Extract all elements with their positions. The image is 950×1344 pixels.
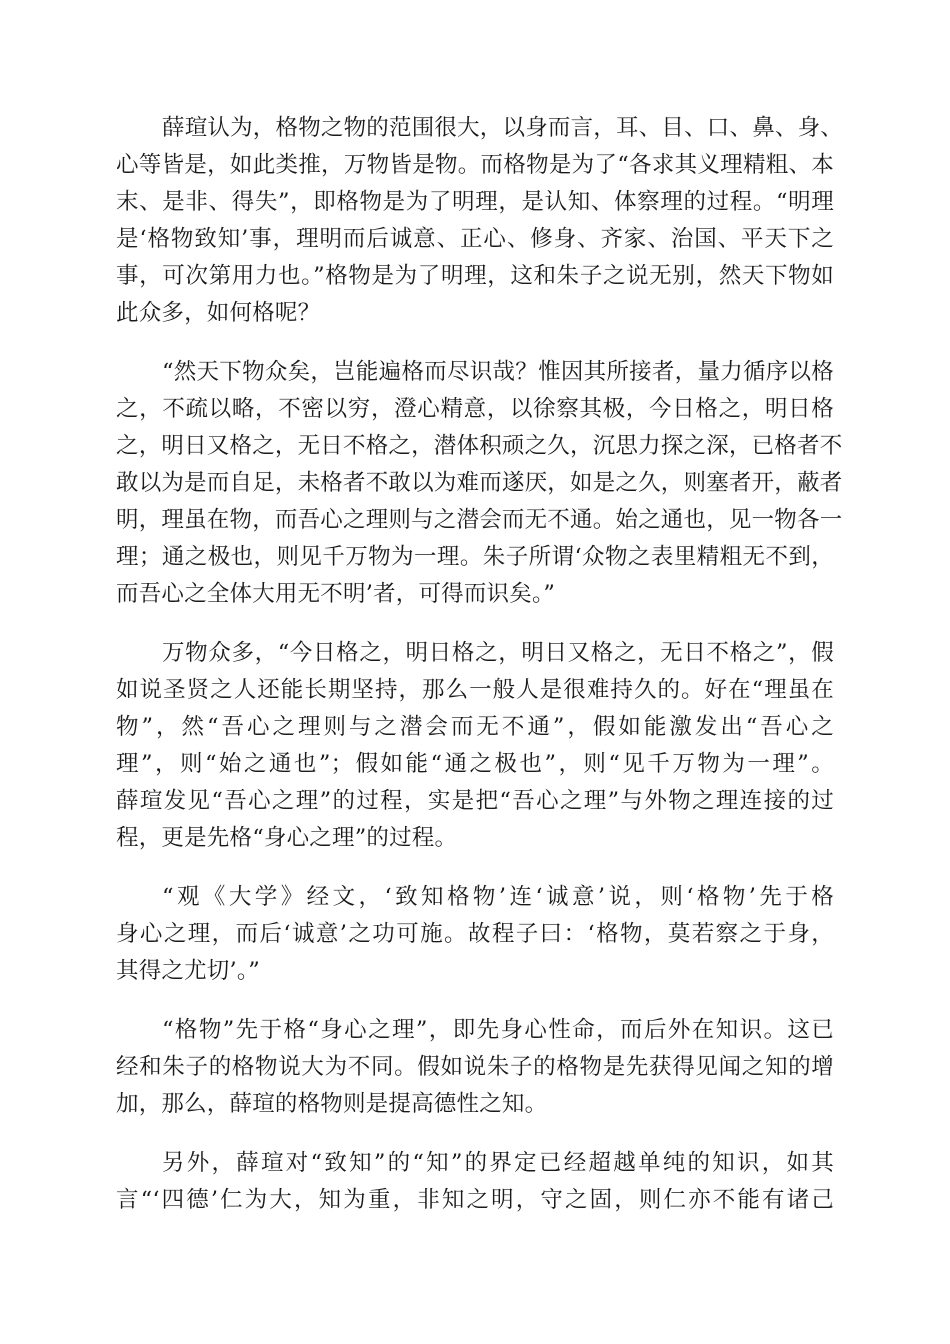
text-line: “观《大学》经文，‘致知格物’连‘诚意’说，则‘格物’先于格 <box>162 884 834 910</box>
text-line: 末、是非、得失”，即格物是为了明理，是认知、体察理的过程。“明理 <box>116 189 834 215</box>
text-line: 之，明日又格之，无日不格之，潜体积顽之久，沉思力探之深，已格者不 <box>116 433 843 459</box>
text-line: 理”，则“始之通也”；假如能“通之极也”，则“见千万物为一理”。 <box>116 751 834 777</box>
text-line: 加，那么，薛瑄的格物则是提高德性之知。 <box>116 1091 548 1117</box>
text-line: 心等皆是，如此类推，万物皆是物。而格物是为了“各求其义理精粗、本 <box>116 152 834 178</box>
text-line: “格物”先于格“身心之理”，即先身心性命，而后外在知识。这已 <box>162 1017 834 1043</box>
text-line: 身心之理，而后‘诚意’之功可施。故程子曰：‘格物，莫若察之于身， <box>116 921 834 947</box>
text-line: 此众多，如何格呢？ <box>116 300 321 326</box>
text-line: 敢以为是而自足，未格者不敢以为难而遂厌，如是之久，则塞者开，蔽者 <box>116 470 843 496</box>
text-line: 言“‘四德’仁为大，知为重，非知之明，守之固，则仁亦不能有诸己 <box>116 1187 834 1213</box>
text-line: 薛瑄发见“吾心之理”的过程，实是把“吾心之理”与外物之理连接的过 <box>116 788 834 814</box>
text-line: 如说圣贤之人还能长期坚持，那么一般人是很难持久的。好在“理虽在 <box>116 677 834 703</box>
paragraph-2 <box>116 354 843 613</box>
text-line: 事，可次第用力也。”格物是为了明理，这和朱子之说无别，然天下物如 <box>116 263 834 289</box>
paragraph-3 <box>116 635 834 857</box>
paragraph-5 <box>116 1012 834 1123</box>
paragraph-1 <box>116 110 844 332</box>
text-line: 物”，然“吾心之理则与之潜会而无不通”，假如能激发出“吾心之 <box>116 714 834 740</box>
text-line: 其得之尤切’。” <box>116 958 261 984</box>
text-line: 理；通之极也，则见千万物为一理。朱子所谓‘众物之表里精粗无不到， <box>116 544 834 570</box>
text-line: 是‘格物致知’事，理明而后诚意、正心、修身、齐家、治国、平天下之 <box>116 226 834 252</box>
text-line: 程，更是先格“身心之理”的过程。 <box>116 825 458 851</box>
text-line: 之，不疏以略，不密以穷，澄心精意，以徐察其极，今日格之，明日格 <box>116 396 834 422</box>
paragraph-4 <box>116 879 834 990</box>
text-line: 而吾心之全体大用无不明’者，可得而识矣。” <box>116 581 556 607</box>
text-line: 明，理虽在物，而吾心之理则与之潜会而无不通。始之通也，见一物各一 <box>116 507 843 533</box>
text-line: 经和朱子的格物说大为不同。假如说朱子的格物是先获得见闻之知的增 <box>116 1054 834 1080</box>
text-line: 薛瑄认为，格物之物的范围很大，以身而言，耳、目、口、鼻、身、 <box>162 115 844 141</box>
paragraph-6 <box>116 1145 834 1219</box>
text-line: 万物众多，“今日格之，明日格之，明日又格之，无日不格之”，假 <box>162 640 834 666</box>
text-line: 另外，薛瑄对“致知”的“知”的界定已经超越单纯的知识，如其 <box>162 1150 834 1176</box>
text-line: “然天下物众矣，岂能遍格而尽识哉？惟因其所接者，量力循序以格 <box>162 359 834 385</box>
document-body <box>116 110 844 1241</box>
